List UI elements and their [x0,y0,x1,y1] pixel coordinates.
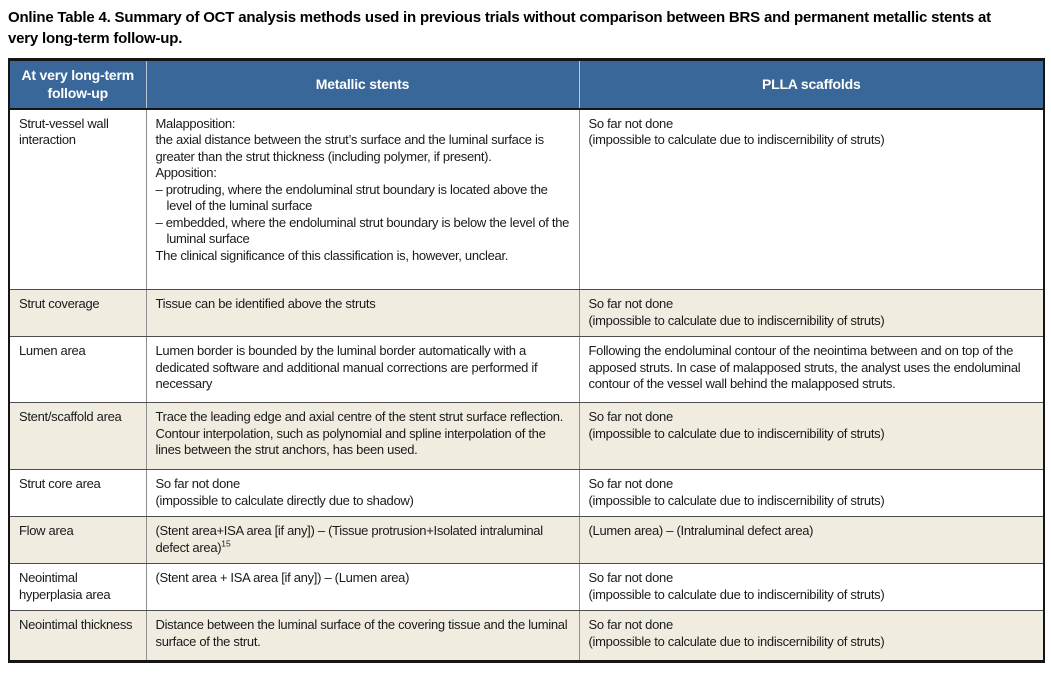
metallic-cell [146,109,579,290]
cell-text: Malapposition: [155,115,236,131]
metallic-cell [146,290,579,337]
table-row [9,517,1044,564]
cell-text: Distance between the luminal surface of the covering tissue and the luminal surface of the strut. [155,617,568,649]
cell-text: So far not done [588,476,673,491]
plla-cell [579,564,1044,611]
cell-text-line [589,634,1035,651]
cell-text: Trace the leading edge and axial centre of the stent strut surface reflection. Contour interpolation, such as polynomial and spline interpolation of the lines between the strut anchors, has been used. [155,409,564,457]
cell-text-line [156,116,570,133]
row-label: Neointimal hyperplasia area [19,570,111,602]
cell-text: So far not done [155,476,240,491]
plla-cell [579,611,1044,662]
row-label: Strut-vessel wall interaction [19,115,109,147]
cell-text-line [156,248,570,265]
metallic-cell [146,564,579,611]
cell-text-line [589,587,1035,604]
cell-text-line [589,116,1035,133]
row-label-cell [9,517,146,564]
metallic-cell [146,403,579,470]
cell-text-line [589,426,1035,443]
row-label: Flow area [19,523,74,538]
cell-text: Tissue can be identified above the struts [155,296,376,311]
table-row [9,611,1044,662]
cell-text: Apposition: [155,165,217,180]
row-label-cell [9,470,146,517]
row-label-cell [9,109,146,290]
table-row [9,470,1044,517]
table-title: Online Table 4. Summary of OCT analysis methods used in previous trials without comparison between BRS and permanent metallic stents at very long-term follow-up. [8,9,991,47]
oct-analysis-table [8,58,1045,663]
row-label: Stent/scaffold area [19,409,122,424]
cell-text: (impossible to calculate due to indiscernibility of struts) [588,633,885,649]
header-followup: At very long-term follow-up [9,60,146,109]
cell-text-line [156,523,570,556]
metallic-cell [146,337,579,403]
cell-text: So far not done [588,617,673,632]
cell-text-line [156,493,570,510]
cell-text: So far not done [588,409,673,424]
cell-text: (impossible to calculate due to indiscernibility of struts) [588,425,885,441]
row-label: Lumen area [19,343,86,358]
table-row [9,564,1044,611]
table-header [9,60,1044,109]
metallic-cell [146,517,579,564]
cell-text-line [589,523,1035,540]
cell-text-line [589,132,1035,149]
cell-text-line [156,570,570,587]
cell-text: (impossible to calculate due to indiscernibility of struts) [588,492,885,508]
cell-text-line [156,165,570,182]
cell-text: So far not done [588,115,673,131]
cell-text-line [156,617,570,650]
plla-cell [579,403,1044,470]
cell-text-line [156,182,570,215]
table-row [9,337,1044,403]
metallic-cell [146,470,579,517]
cell-text-line [589,570,1035,587]
table-body [9,109,1044,662]
row-label-cell [9,337,146,403]
table-row [9,109,1044,290]
row-label: Neointimal thickness [19,617,133,632]
cell-text: Lumen border is bounded by the luminal border automatically with a dedicated software and additional manual corrections are performed if necessary [155,343,538,391]
cell-text: – embedded, where the endoluminal strut boundary is below the level of the luminal surface [155,214,570,246]
cell-text: (impossible to calculate due to indiscernibility of struts) [588,586,885,602]
cell-text-line [156,215,570,248]
cell-text: So far not done [588,570,673,585]
cell-text: (impossible to calculate directly due to shadow) [155,492,414,508]
row-label-cell [9,564,146,611]
plla-cell [579,337,1044,403]
cell-text: – protruding, where the endoluminal strut boundary is located above the level of the luminal surface [155,181,548,213]
cell-text-line [589,409,1035,426]
header-metallic-stents: Metallic stents [146,60,579,109]
plla-cell [579,517,1044,564]
plla-cell [579,109,1044,290]
header-row [9,60,1044,109]
row-label-cell [9,403,146,470]
cell-text: (impossible to calculate due to indiscernibility of struts) [588,312,885,328]
cell-text: Following the endoluminal contour of the neointima between and on top of the apposed struts. In case of malapposed struts, the analyst uses the endoluminal contour of the vessel wall behind the malapposed struts. [588,343,1021,391]
cell-text-line [156,409,570,459]
metallic-cell [146,611,579,662]
plla-cell [579,470,1044,517]
cell-text-line [156,132,570,165]
cell-text: the axial distance between the strut’s surface and the luminal surface is greater than the strut thickness (including polymer, if present). [155,132,544,164]
cell-text-line [589,296,1035,313]
cell-text-line [156,296,570,313]
cell-text-line [589,493,1035,510]
cell-text-line [589,617,1035,634]
cell-text: (Stent area + ISA area [if any]) – (Lumen area) [155,570,410,585]
row-label-cell [9,290,146,337]
header-plla-scaffolds: PLLA scaffolds [579,60,1044,109]
cell-text: The clinical significance of this classification is, however, unclear. [155,247,509,263]
cell-text: (Stent area+ISA area [if any]) – (Tissue protrusion+Isolated intraluminal defect area) [155,523,543,555]
plla-cell [579,290,1044,337]
cell-text-line [156,476,570,493]
row-label-cell [9,611,146,662]
cell-text: (impossible to calculate due to indiscernibility of struts) [588,132,885,147]
cell-text: (Lumen area) – (Intraluminal defect area) [588,523,814,538]
cell-text-line [589,343,1035,393]
cell-text: So far not done [588,296,673,311]
table-row [9,290,1044,337]
cell-text-line [589,476,1035,493]
cell-text-line [589,313,1035,330]
reference-superscript: 15 [221,538,231,549]
row-label: Strut coverage [19,296,100,311]
row-label: Strut core area [19,476,101,491]
table-row [9,403,1044,470]
cell-text-line [156,343,570,393]
